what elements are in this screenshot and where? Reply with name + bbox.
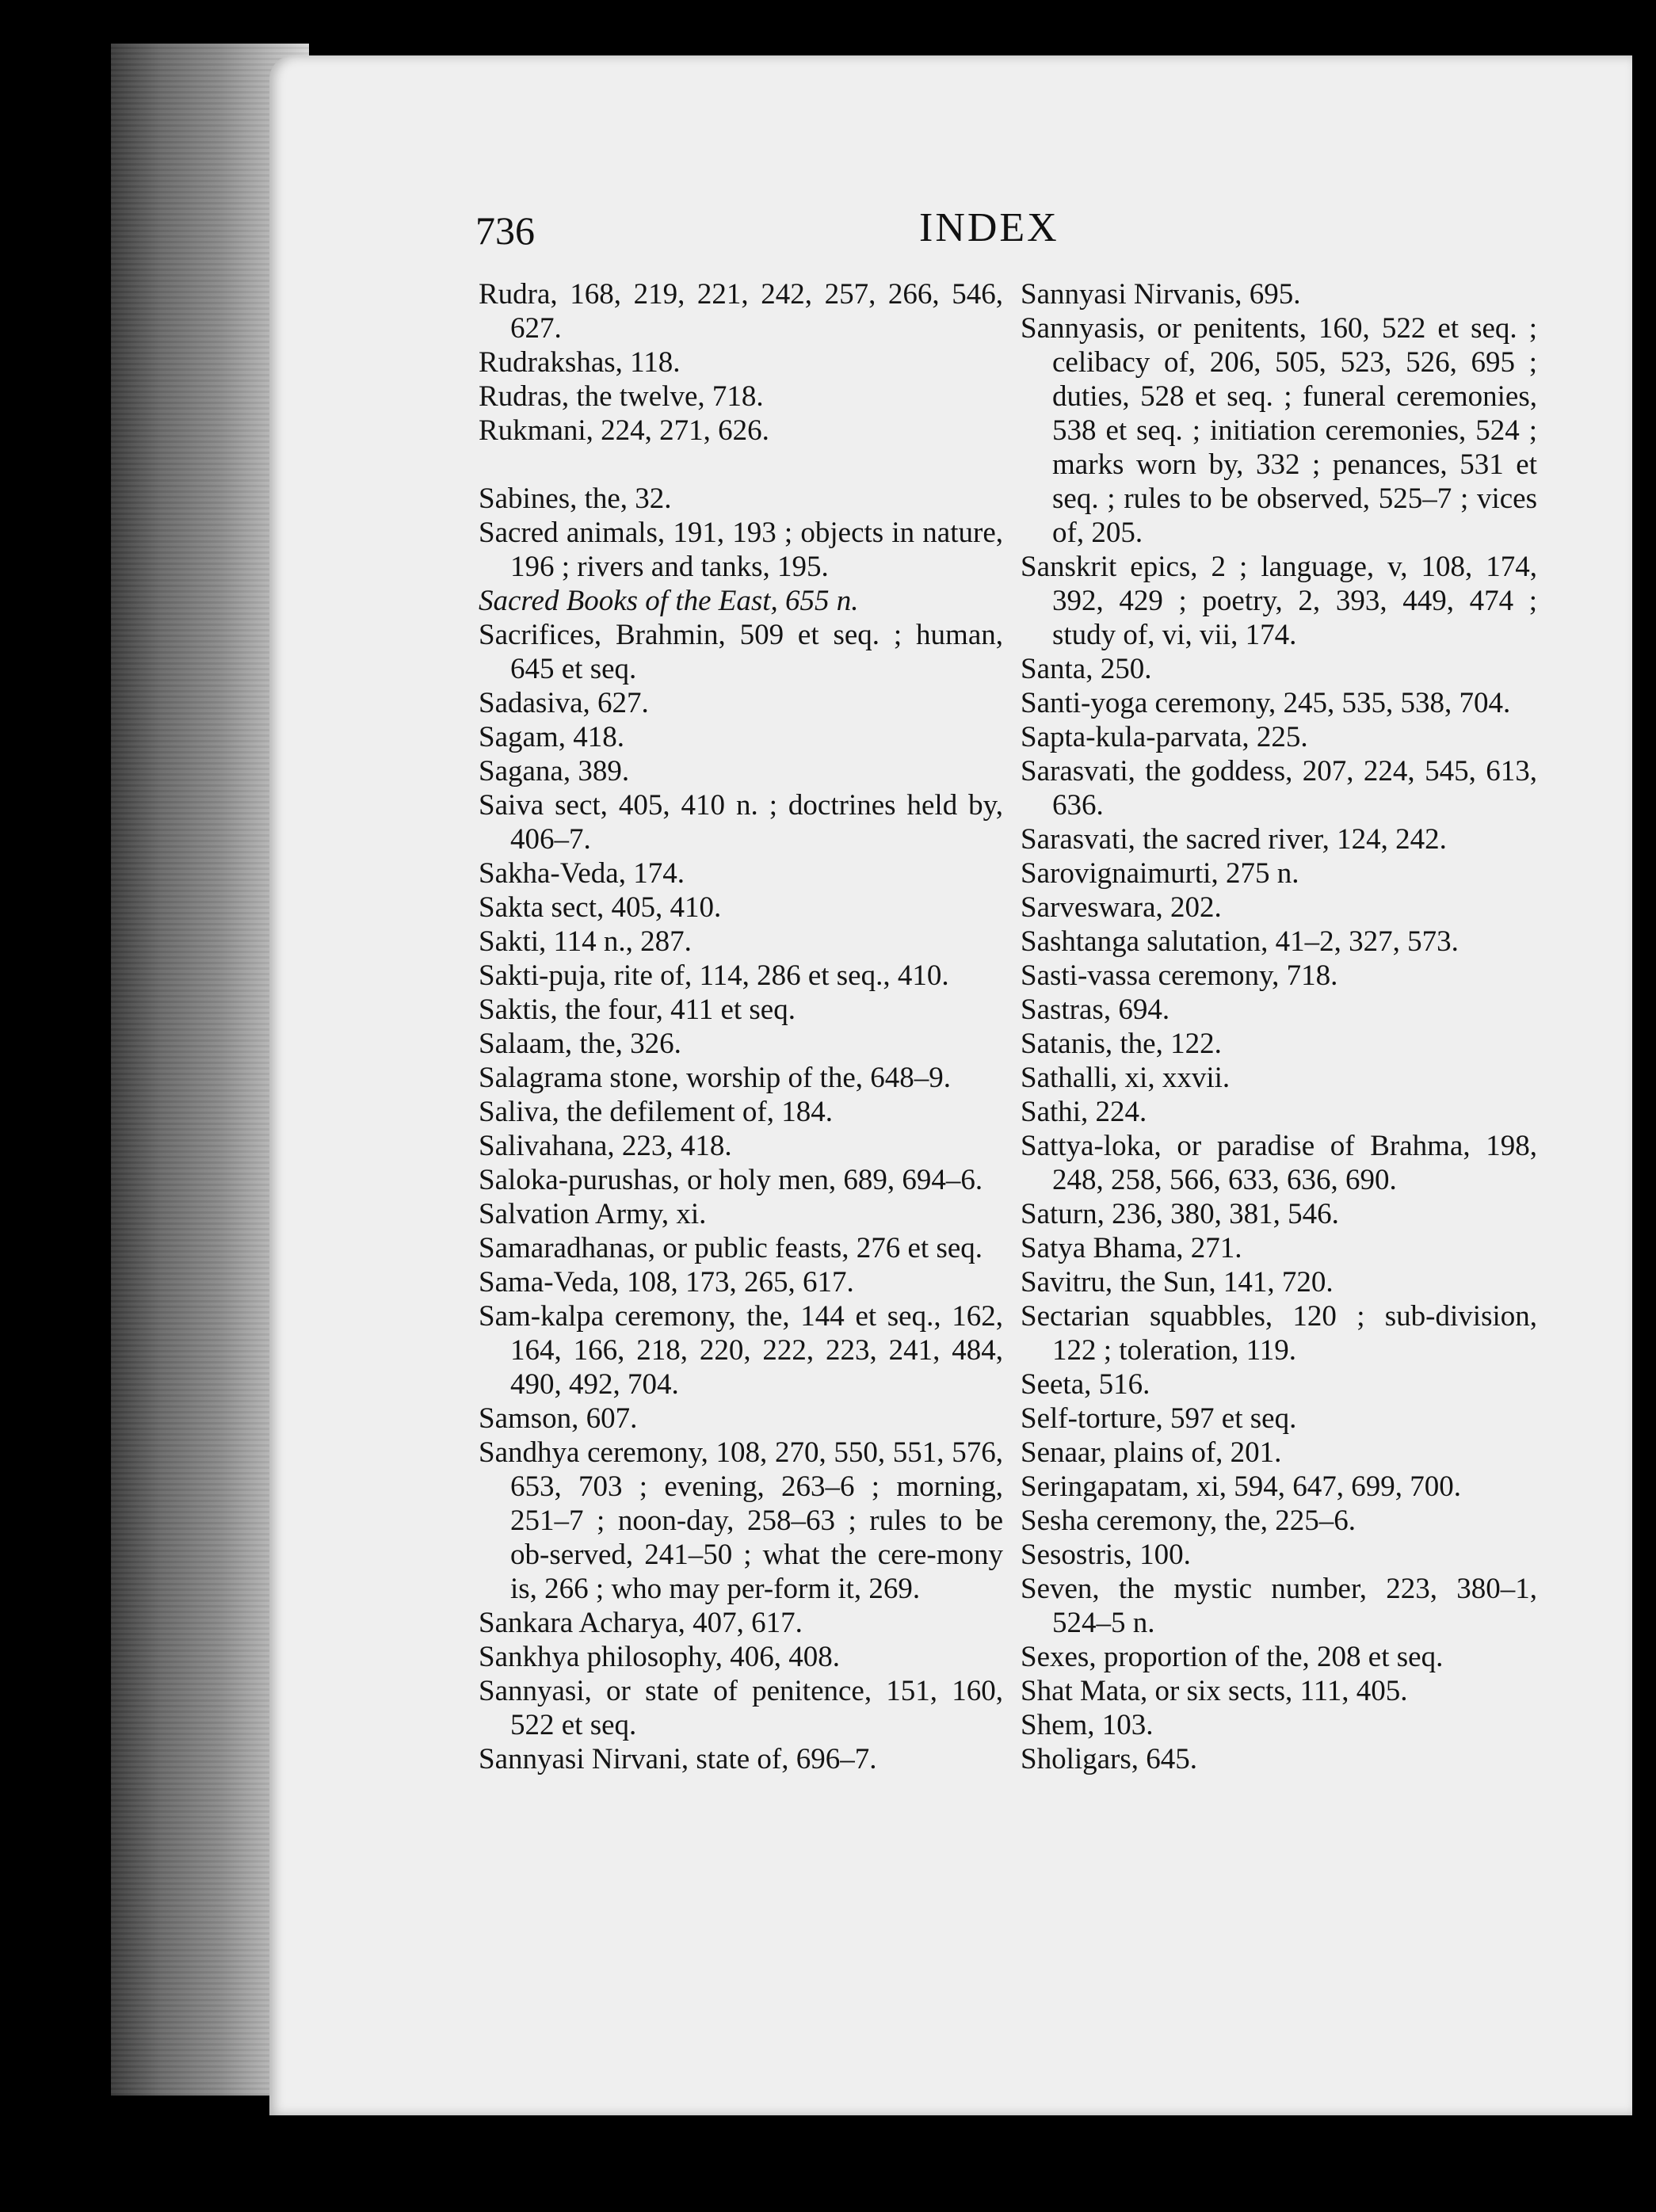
index-entry: Sabines, the, 32.	[479, 482, 672, 515]
index-entry: Sarasvati, the sacred river, 124, 242.	[1021, 823, 1447, 856]
index-entry: Satanis, the, 122.	[1021, 1028, 1222, 1060]
index-entry: Sarasvati, the goddess, 207, 224, 545, 613, 636.	[1021, 755, 1537, 822]
index-entry: Sankhya philosophy, 406, 408.	[479, 1641, 840, 1673]
book-title: Sacred Books of the East, 655 n.	[479, 585, 859, 617]
index-entry: Sakta sect, 405, 410.	[479, 891, 722, 924]
index-entry: Sankara Acharya, 407, 617.	[479, 1607, 803, 1639]
index-entry: Salaam, the, 326.	[479, 1028, 681, 1060]
index-entry: Seeta, 516.	[1021, 1368, 1150, 1401]
index-entry: Rudras, the twelve, 718.	[479, 380, 764, 413]
index-entry: Sadasiva, 627.	[479, 687, 649, 719]
index-entry: Samaradhanas, or public feasts, 276 et seq.	[479, 1232, 983, 1264]
index-entry: Sandhya ceremony, 108, 270, 550, 551, 576, 653, 703 ; evening, 263–6 ; morning, 251–7 ; noon-day, 258–63 ; rules to be ob-served, 241–50 ; what the cere-mony is, 266 ; who may per-form it, 269.	[479, 1436, 1003, 1605]
index-entry: Sannyasi, or state of penitence, 151, 160, 522 et seq.	[479, 1675, 1003, 1741]
index-entry: Sama-Veda, 108, 173, 265, 617.	[479, 1266, 854, 1299]
index-entry: Sarovignaimurti, 275 n.	[1021, 857, 1299, 890]
index-entry: Senaar, plains of, 201.	[1021, 1436, 1282, 1469]
index-entry	[479, 584, 1003, 618]
index-entry: Saliva, the defilement of, 184.	[479, 1096, 833, 1128]
index-entry: Seven, the mystic number, 223, 380–1, 524–5 n.	[1021, 1573, 1537, 1639]
index-entry: Sarveswara, 202.	[1021, 891, 1222, 924]
index-entry: Sattya-loka, or paradise of Brahma, 198, 248, 258, 566, 633, 636, 690.	[1021, 1130, 1537, 1196]
index-column-left	[479, 277, 1003, 1776]
index-entry: Sectarian squabbles, 120 ; sub-division, 122 ; toleration, 119.	[1021, 1300, 1537, 1367]
index-entry: Shem, 103.	[1021, 1709, 1154, 1741]
index-entry: Sastras, 694.	[1021, 993, 1170, 1026]
index-entry: Samson, 607.	[479, 1402, 638, 1435]
index-entry: Salvation Army, xi.	[479, 1198, 707, 1230]
index-entry: Rudra, 168, 219, 221, 242, 257, 266, 546, 627.	[479, 278, 1003, 345]
index-entry: Saloka-purushas, or holy men, 689, 694–6.	[479, 1164, 983, 1196]
index-entry: Sashtanga salutation, 41–2, 327, 573.	[1021, 925, 1459, 958]
index-entry: Salagrama stone, worship of the, 648–9.	[479, 1062, 951, 1094]
index-entry: Saktis, the four, 411 et seq.	[479, 993, 796, 1026]
index-entry: Santa, 250.	[1021, 653, 1152, 685]
index-entry: Sasti-vassa ceremony, 718.	[1021, 959, 1338, 992]
index-entry: Sanskrit epics, 2 ; language, v, 108, 174, 392, 429 ; poetry, 2, 393, 449, 474 ; study of, vi, vii, 174.	[1021, 551, 1537, 651]
page-number: 736	[475, 208, 535, 253]
index-entry: Self-torture, 597 et seq.	[1021, 1402, 1297, 1435]
index-entry: Sam-kalpa ceremony, the, 144 et seq., 162, 164, 166, 218, 220, 222, 223, 241, 484, 490, 492, 704.	[479, 1300, 1003, 1401]
index-entry: Saiva sect, 405, 410 n. ; doctrines held by, 406–7.	[479, 789, 1003, 856]
index-entry: Sannyasis, or penitents, 160, 522 et seq. ; celibacy of, 206, 505, 523, 526, 695 ; duties, 528 et seq. ; funeral ceremonies, 538 et seq. ; initiation ceremonies, 524 ; marks worn by, 332 ; penances, 531 et seq. ; rules to be observed, 525–7 ; vices of, 205.	[1021, 312, 1537, 549]
index-entry: Sagana, 389.	[479, 755, 630, 788]
index-entry: Sakti-puja, rite of, 114, 286 et seq., 410.	[479, 959, 949, 992]
index-entry: Sathalli, xi, xxvii.	[1021, 1062, 1231, 1094]
index-entry: Sacrifices, Brahmin, 509 et seq. ; human, 645 et seq.	[479, 619, 1003, 685]
index-entry: Sesha ceremony, the, 225–6.	[1021, 1505, 1356, 1537]
index-entry: Sesostris, 100.	[1021, 1539, 1191, 1571]
index-entry: Sakti, 114 n., 287.	[479, 925, 692, 958]
index-entry: Salivahana, 223, 418.	[479, 1130, 732, 1162]
index-entry: Santi-yoga ceremony, 245, 535, 538, 704.	[1021, 687, 1511, 719]
index-entry: Rukmani, 224, 271, 626.	[479, 414, 769, 447]
index-entry: Savitru, the Sun, 141, 720.	[1021, 1266, 1334, 1299]
index-entry: Sathi, 224.	[1021, 1096, 1147, 1128]
index-entry: Sholigars, 645.	[1021, 1743, 1198, 1775]
index-entry: Sannyasi Nirvani, state of, 696–7.	[479, 1743, 877, 1775]
index-entry: Shat Mata, or six sects, 111, 405.	[1021, 1675, 1408, 1707]
index-entry: Seringapatam, xi, 594, 647, 699, 700.	[1021, 1470, 1461, 1503]
index-entry: Sagam, 418.	[479, 721, 624, 753]
index-column-right	[1021, 277, 1537, 1776]
index-entry: Sakha-Veda, 174.	[479, 857, 685, 890]
index-entry: Saturn, 236, 380, 381, 546.	[1021, 1198, 1339, 1230]
index-entry: Rudrakshas, 118.	[479, 346, 681, 379]
index-entry: Sexes, proportion of the, 208 et seq.	[1021, 1641, 1444, 1673]
index-entry: Satya Bhama, 271.	[1021, 1232, 1242, 1264]
index-entry: Sannyasi Nirvanis, 695.	[1021, 278, 1301, 311]
index-entry: Sacred animals, 191, 193 ; objects in nature, 196 ; rivers and tanks, 195.	[479, 517, 1003, 583]
page-title: INDEX	[919, 205, 1059, 250]
index-entry: Sapta-kula-parvata, 225.	[1021, 721, 1308, 753]
